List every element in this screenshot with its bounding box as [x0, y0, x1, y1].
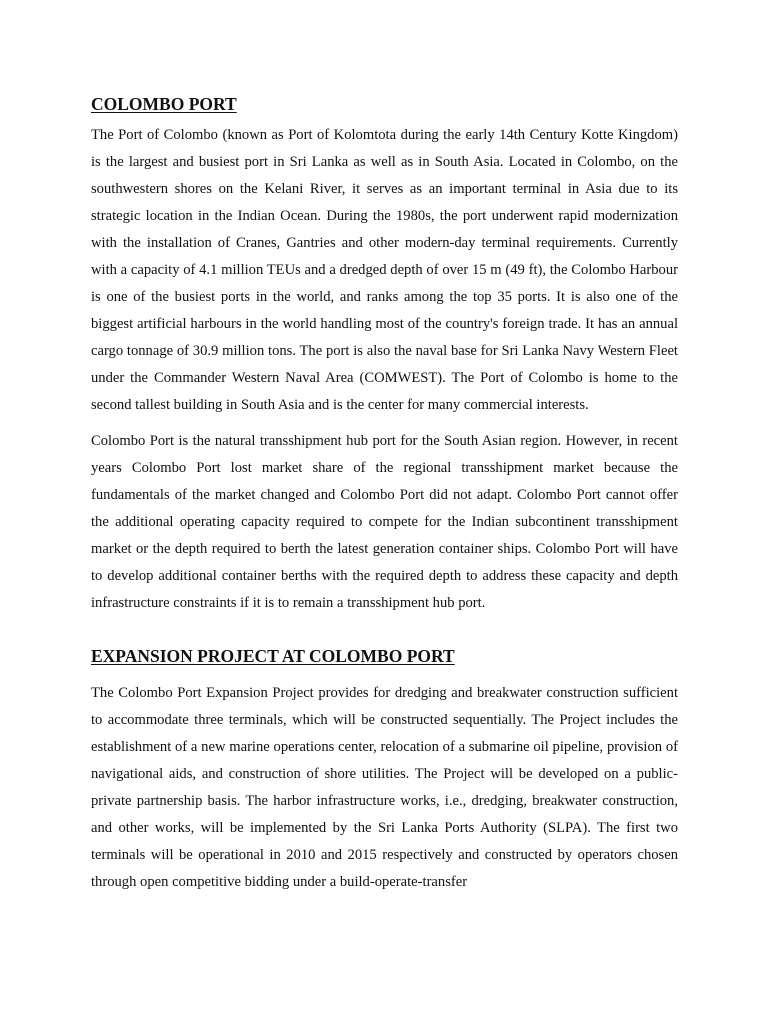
document-page — [91, 91, 678, 896]
paragraph-transshipment-hub: Colombo Port is the natural transshipment hub port for the South Asian region. However, in recent years Colombo Port lost market share of the regional transshipment market because the fundamentals of the market changed and Colombo Port did not adapt. Colombo Port cannot offer the additional operating capacity required to compete for the Indian subcontinent transshipment market or the depth required to berth the latest generation container ships. Colombo Port will have to develop additional container berths with the required depth to address these capacity and depth infrastructure constraints if it is to remain a transshipment hub port. — [91, 433, 678, 611]
paragraph-port-overview: The Port of Colombo (known as Port of Kolomtota during the early 14th Century Kotte Kingdom) is the largest and busiest port in Sri Lanka as well as in South Asia. Located in Colombo, on the southwestern shores on the Kelani River, it serves as an important terminal in Asia due to its strategic location in the Indian Ocean. During the 1980s, the port underwent rapid modernization with the installation of Cranes, Gantries and other modern-day terminal requirements. Currently with a capacity of 4.1 million TEUs and a dredged depth of over 15 m (49 ft), the Colombo Harbour is one of the busiest ports in the world, and ranks among the top 35 ports. It is also one of the biggest artificial harbours in the world handling most of the country's foreign trade. It has an annual cargo tonnage of 30.9 million tons. The port is also the naval base for Sri Lanka Navy Western Fleet under the Commander Western Naval Area (COMWEST). The Port of Colombo is home to the second tallest building in South Asia and is the center for many commercial interests. — [91, 127, 678, 413]
section-heading-colombo-port: COLOMBO PORT — [91, 94, 237, 114]
paragraph-expansion-project: The Colombo Port Expansion Project provides for dredging and breakwater construction sufficient to accommodate three terminals, which will be constructed sequentially. The Project includes the establishment of a new marine operations center, relocation of a submarine oil pipeline, provision of navigational aids, and construction of shore utilities. The Project will be developed on a public-private partnership basis. The harbor infrastructure works, i.e., dredging, breakwater construction, and other works, will be implemented by the Sri Lanka Ports Authority (SLPA). The first two terminals will be operational in 2010 and 2015 respectively and constructed by operators chosen through open competitive bidding under a build-operate-transfer — [91, 685, 678, 890]
section-heading-expansion-project: EXPANSION PROJECT AT COLOMBO PORT — [91, 646, 455, 666]
